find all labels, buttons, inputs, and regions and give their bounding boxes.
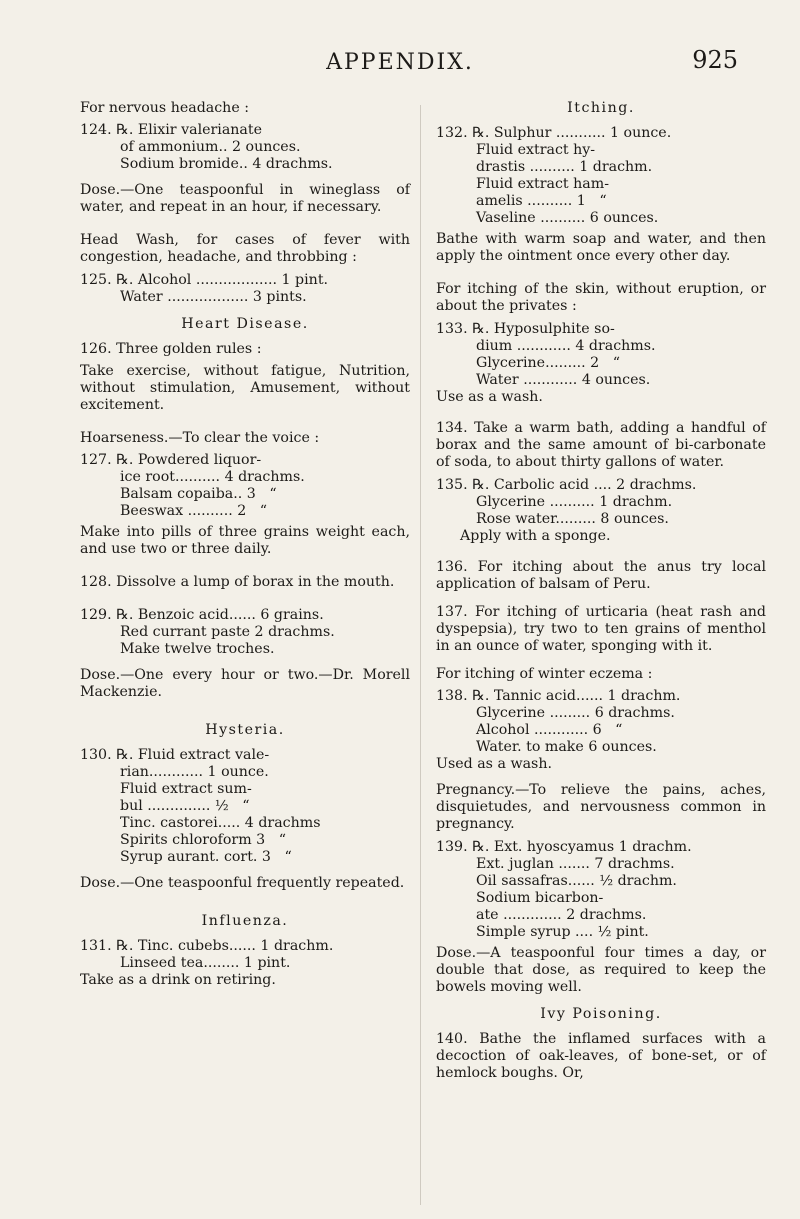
recipe-line: 127. ℞. Powdered liquor- [80, 452, 262, 468]
right-column [436, 100, 766, 1088]
recipe-line: Beeswax .......... 2 “ [120, 503, 268, 519]
recipe-line: 133. ℞. Hyposulphite so- [436, 321, 615, 337]
rule-text: Take exercise, without fatigue, Nutrition, without stimulation, Amusement, without excitement. [80, 363, 410, 413]
recipe-line: Glycerine ......... 6 drachms. [476, 705, 675, 721]
recipe-139 [436, 839, 766, 941]
rule-text: 136. For itching about the anus try local application of balsam of Peru. [436, 559, 766, 592]
recipe-line: Fluid extract ham- [476, 176, 609, 192]
recipe-line: 129. ℞. Benzoic acid...... 6 grains. [80, 607, 324, 623]
left-column [80, 100, 410, 993]
recipe-138 [436, 688, 766, 773]
recipe-line: Fluid extract sum- [120, 781, 252, 797]
recipe-132 [436, 125, 766, 227]
page-header [0, 46, 800, 86]
recipe-line: Oil sassafras...... ½ drachm. [476, 873, 677, 889]
recipe-line: Fluid extract hy- [476, 142, 596, 158]
section-heading: Itching. [567, 100, 635, 116]
recipe-line: 131. ℞. Tinc. cubebs...... 1 drachm. [80, 938, 334, 954]
section-intro: Head Wash, for cases of fever with congestion, headache, and throbbing : [80, 232, 410, 265]
section-intro: For nervous headache : [80, 100, 250, 116]
page-number: 925 [692, 46, 738, 74]
instruction-text: Make into pills of three grains weight each, and use two or three daily. [80, 524, 410, 557]
recipe-line: Use as a wash. [436, 389, 543, 405]
recipe-line: Balsam copaiba.. 3 “ [120, 486, 277, 502]
instruction-text: Bathe with warm soap and water, and then apply the ointment once every other day. [436, 231, 766, 264]
recipe-line: 139. ℞. Ext. hyoscyamus 1 drachm. [436, 839, 692, 855]
recipe-line: Water ............ 4 ounces. [476, 372, 651, 388]
recipe-line: Alcohol ............ 6 “ [476, 722, 623, 738]
recipe-line: Vaseline .......... 6 ounces. [476, 210, 659, 226]
recipe-124 [80, 122, 410, 173]
dose-text: Dose.—One every hour or two.—Dr. Morell Mackenzie. [80, 667, 410, 700]
recipe-133 [436, 321, 766, 406]
recipe-line: bul .............. ½ “ [120, 798, 250, 814]
recipe-line: 138. ℞. Tannic acid...... 1 drachm. [436, 688, 681, 704]
dose-text: Dose.—A teaspoonful four times a day, or double that dose, as required to keep the bowels moving well. [436, 945, 766, 995]
column-divider [420, 105, 421, 1205]
recipe-line: Simple syrup .... ½ pint. [476, 924, 649, 940]
recipe-line: 135. ℞. Carbolic acid .... 2 drachms. [436, 477, 697, 493]
recipe-line: Used as a wash. [436, 756, 552, 772]
recipe-line: Linseed tea........ 1 pint. [120, 955, 291, 971]
recipe-line: Rose water......... 8 ounces. [476, 511, 669, 527]
dose-text: Dose.—One teaspoonful frequently repeated. [80, 875, 405, 891]
recipe-line: ice root.......... 4 drachms. [120, 469, 305, 485]
section-intro: Hoarseness.—To clear the voice : [80, 430, 320, 446]
section-intro: For itching of winter eczema : [436, 666, 653, 682]
section-intro: For itching of the skin, without eruption, or about the privates : [436, 281, 766, 314]
recipe-line: Sodium bicarbon- [476, 890, 604, 906]
section-heading: Hysteria. [205, 722, 285, 738]
recipe-line: Apply with a sponge. [460, 528, 611, 544]
recipe-line: 132. ℞. Sulphur ........... 1 ounce. [436, 125, 672, 141]
recipe-line: Water .................. 3 pints. [120, 289, 307, 305]
recipe-line: dium ............ 4 drachms. [476, 338, 656, 354]
recipe-125 [80, 272, 410, 306]
rule-text: 137. For itching of urticaria (heat rash and dyspepsia), try two to ten grains of menthol in an ounce of water, sponging with it. [436, 604, 766, 654]
section-heading: Influenza. [201, 913, 289, 929]
recipe-135 [436, 477, 766, 545]
section-heading: Heart Disease. [181, 316, 309, 332]
recipe-130 [80, 747, 410, 866]
recipe-129 [80, 607, 410, 658]
recipe-line: Red currant paste 2 drachms. [120, 624, 335, 640]
running-title: APPENDIX. [326, 50, 474, 75]
section-intro: Pregnancy.—To relieve the pains, aches, disquietudes, and nervousness common in pregnancy. [436, 782, 766, 832]
recipe-line: Water. to make 6 ounces. [476, 739, 657, 755]
recipe-line: rian............ 1 ounce. [120, 764, 269, 780]
section-heading: Ivy Poisoning. [540, 1006, 662, 1022]
recipe-line: 125. ℞. Alcohol .................. 1 pint. [80, 272, 329, 288]
rule-text: 140. Bathe the inflamed surfaces with a decoction of oak-leaves, of bone-set, or of hemlock boughs. Or, [436, 1031, 766, 1081]
rule-text: 128. Dissolve a lump of borax in the mouth. [80, 574, 395, 590]
rule-text: 126. Three golden rules : [80, 341, 262, 357]
recipe-line: Make twelve troches. [120, 641, 275, 657]
recipe-line: Glycerine......... 2 “ [476, 355, 620, 371]
recipe-line: Ext. juglan ....... 7 drachms. [476, 856, 675, 872]
recipe-line: Take as a drink on retiring. [80, 972, 276, 988]
recipe-line: Spirits chloroform 3 “ [120, 832, 286, 848]
recipe-line: drastis .......... 1 drachm. [476, 159, 653, 175]
recipe-line: Sodium bromide.. 4 drachms. [120, 156, 333, 172]
recipe-line: Glycerine .......... 1 drachm. [476, 494, 673, 510]
recipe-line: amelis .......... 1 “ [476, 193, 607, 209]
recipe-line: Syrup aurant. cort. 3 “ [120, 849, 292, 865]
rule-text: 134. Take a warm bath, adding a handful of borax and the same amount of bi-carbonate of soda, to about thirty gallons of water. [436, 420, 766, 470]
dose-text: Dose.—One teaspoonful in wineglass of water, and repeat in an hour, if necessary. [80, 182, 410, 215]
recipe-line: of ammonium.. 2 ounces. [120, 139, 301, 155]
recipe-127 [80, 452, 410, 520]
recipe-131 [80, 938, 410, 989]
recipe-line: ate ............. 2 drachms. [476, 907, 647, 923]
recipe-line: 130. ℞. Fluid extract vale- [80, 747, 270, 763]
recipe-line: 124. ℞. Elixir valerianate [80, 122, 262, 138]
recipe-line: Tinc. castorei..... 4 drachms [120, 815, 321, 831]
